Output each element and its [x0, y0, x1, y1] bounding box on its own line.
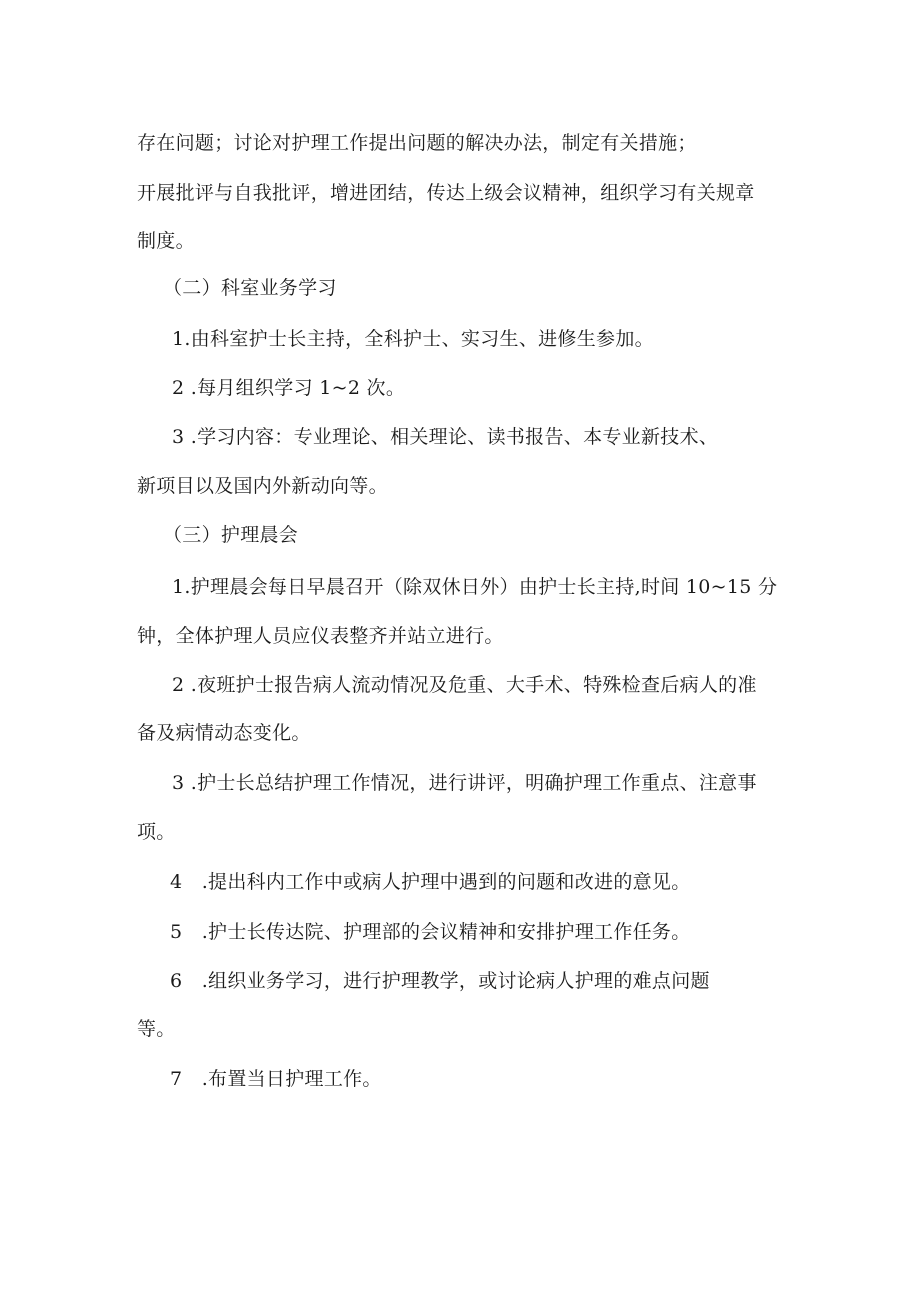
- section-2-item-3-line-2: 新项目以及国内外新动向等。: [137, 475, 388, 497]
- section-3-item-6-line-1: 6 .组织业务学习，进行护理教学，或讨论病人护理的难点问题: [170, 970, 710, 992]
- section-3-item-2-line-1: 2 .夜班护士报告病人流动情况及危重、大手术、特殊检查后病人的准: [172, 674, 757, 696]
- section-3-item-6-line-2: 等。: [137, 1018, 176, 1040]
- section-3-item-5: 5 .护士长传达院、护理部的会议精神和安排护理工作任务。: [170, 921, 691, 943]
- section-3-item-1-line-2: 钟，全体护理人员应仪表整齐并站立进行。: [137, 625, 504, 647]
- section-3-item-4: 4 .提出科内工作中或病人护理中遇到的问题和改进的意见。: [170, 871, 691, 893]
- section-3-item-3-line-2: 项。: [137, 821, 176, 843]
- section-3-item-3-line-1: 3 .护士长总结护理工作情况，进行讲评，明确护理工作重点、注意事: [172, 772, 757, 794]
- section-3-item-7: 7 .布置当日护理工作。: [170, 1068, 382, 1090]
- section-3-item-2-line-2: 备及病情动态变化。: [137, 722, 311, 744]
- intro-line-2: 开展批评与自我批评，增进团结，传达上级会议精神，组织学习有关规章: [137, 182, 755, 204]
- section-2-heading: （二）科室业务学习: [163, 277, 337, 299]
- intro-line-3: 制度。: [137, 230, 195, 252]
- section-2-item-2: 2 .每月组织学习 1~2 次。: [172, 377, 406, 399]
- section-3-heading: （三）护理晨会: [163, 524, 299, 546]
- intro-line-1: 存在问题；讨论对护理工作提出问题的解决办法，制定有关措施；: [137, 132, 697, 154]
- section-2-item-3-line-1: 3 .学习内容：专业理论、相关理论、读书报告、本专业新技术、: [172, 426, 719, 448]
- section-3-item-1-line-1: 1.护理晨会每日早晨召开（除双休日外）由护士长主持,时间 10~15 分: [172, 576, 778, 598]
- section-2-item-1: 1.由科室护士长主持，全科护士、实习生、进修生参加。: [172, 328, 654, 350]
